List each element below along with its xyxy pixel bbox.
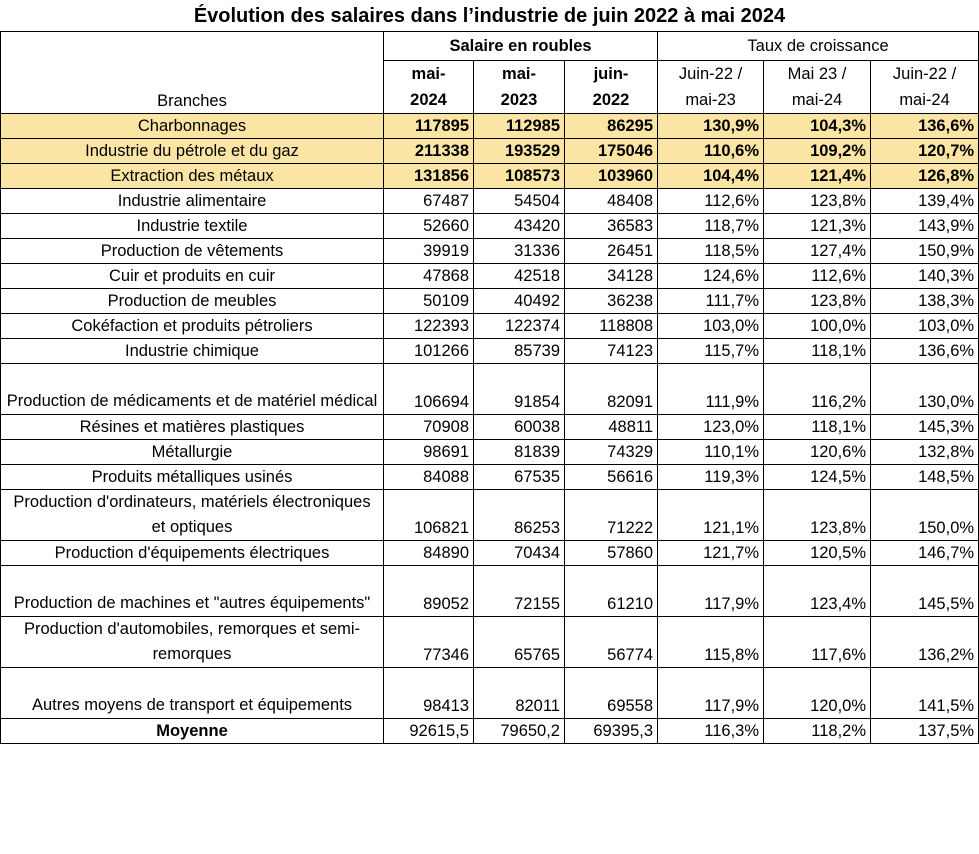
row-branch: Produits métalliques usinés bbox=[1, 465, 384, 490]
row-branch: Industrie du pétrole et du gaz bbox=[1, 139, 384, 164]
table-row bbox=[1, 239, 979, 264]
row-growth-1: 103,0% bbox=[658, 314, 764, 339]
row-may-2023: 81839 bbox=[474, 440, 565, 465]
row-growth-3: 140,3% bbox=[871, 264, 979, 289]
row-growth-2: 120,0% bbox=[764, 668, 871, 719]
average-growth-1: 116,3% bbox=[658, 719, 764, 744]
row-growth-2: 109,2% bbox=[764, 139, 871, 164]
row-may-2024: 52660 bbox=[384, 214, 474, 239]
row-growth-2: 116,2% bbox=[764, 364, 871, 415]
row-growth-1: 111,7% bbox=[658, 289, 764, 314]
row-growth-3: 120,7% bbox=[871, 139, 979, 164]
header-growth-1-bottom: mai-23 bbox=[685, 91, 736, 109]
table-row bbox=[1, 541, 979, 566]
average-growth-3: 137,5% bbox=[871, 719, 979, 744]
row-june-2022: 61210 bbox=[565, 566, 658, 617]
table-title: Évolution des salaires dans l’industrie de juin 2022 à mai 2024 bbox=[193, 5, 786, 27]
average-june-2022: 69395,3 bbox=[565, 719, 658, 744]
table-row bbox=[1, 668, 979, 719]
row-branch: Production d'équipements électriques bbox=[1, 541, 384, 566]
row-branch: Extraction des métaux bbox=[1, 164, 384, 189]
row-may-2024: 101266 bbox=[384, 339, 474, 364]
row-growth-3: 136,2% bbox=[871, 617, 979, 668]
average-label: Moyenne bbox=[1, 719, 384, 744]
row-growth-3: 139,4% bbox=[871, 189, 979, 214]
row-growth-1: 117,9% bbox=[658, 566, 764, 617]
row-may-2023: 54504 bbox=[474, 189, 565, 214]
header-june-2022-top: juin- bbox=[593, 65, 629, 83]
row-branch: Cokéfaction et produits pétroliers bbox=[1, 314, 384, 339]
row-may-2023: 122374 bbox=[474, 314, 565, 339]
row-growth-3: 150,0% bbox=[871, 490, 979, 541]
row-growth-3: 138,3% bbox=[871, 289, 979, 314]
row-growth-1: 115,7% bbox=[658, 339, 764, 364]
row-growth-2: 123,4% bbox=[764, 566, 871, 617]
row-growth-2: 118,1% bbox=[764, 339, 871, 364]
row-may-2023: 85739 bbox=[474, 339, 565, 364]
row-may-2023: 193529 bbox=[474, 139, 565, 164]
row-june-2022: 69558 bbox=[565, 668, 658, 719]
salary-table bbox=[0, 31, 979, 744]
table-row bbox=[1, 415, 979, 440]
row-branch: Production d'ordinateurs, matériels électroniques et optiques bbox=[1, 490, 384, 541]
row-growth-3: 148,5% bbox=[871, 465, 979, 490]
row-may-2024: 77346 bbox=[384, 617, 474, 668]
row-growth-3: 103,0% bbox=[871, 314, 979, 339]
row-june-2022: 71222 bbox=[565, 490, 658, 541]
row-may-2024: 98691 bbox=[384, 440, 474, 465]
header-may-2024-top: mai- bbox=[411, 65, 446, 83]
row-may-2024: 47868 bbox=[384, 264, 474, 289]
header-growth-2-top: Mai 23 / bbox=[787, 65, 847, 83]
row-branch: Production de meubles bbox=[1, 289, 384, 314]
row-growth-3: 145,3% bbox=[871, 415, 979, 440]
row-june-2022: 57860 bbox=[565, 541, 658, 566]
row-may-2024: 89052 bbox=[384, 566, 474, 617]
row-may-2023: 65765 bbox=[474, 617, 565, 668]
row-growth-3: 143,9% bbox=[871, 214, 979, 239]
row-growth-1: 117,9% bbox=[658, 668, 764, 719]
row-growth-2: 117,6% bbox=[764, 617, 871, 668]
row-growth-3: 146,7% bbox=[871, 541, 979, 566]
header-empty bbox=[1, 32, 384, 61]
row-growth-3: 126,8% bbox=[871, 164, 979, 189]
row-growth-2: 121,4% bbox=[764, 164, 871, 189]
header-growth-1 bbox=[658, 61, 764, 114]
row-june-2022: 103960 bbox=[565, 164, 658, 189]
row-growth-2: 123,8% bbox=[764, 189, 871, 214]
row-may-2024: 131856 bbox=[384, 164, 474, 189]
row-growth-2: 124,5% bbox=[764, 465, 871, 490]
header-group-row bbox=[1, 32, 979, 61]
row-branch: Industrie alimentaire bbox=[1, 189, 384, 214]
table-row bbox=[1, 139, 979, 164]
header-columns-row bbox=[1, 61, 979, 114]
table-body bbox=[1, 114, 979, 744]
row-june-2022: 82091 bbox=[565, 364, 658, 415]
header-growth-3 bbox=[871, 61, 979, 114]
row-may-2023: 40492 bbox=[474, 289, 565, 314]
row-may-2023: 60038 bbox=[474, 415, 565, 440]
row-branch: Autres moyens de transport et équipements bbox=[1, 668, 384, 719]
row-may-2023: 67535 bbox=[474, 465, 565, 490]
row-june-2022: 118808 bbox=[565, 314, 658, 339]
row-branch: Production de médicaments et de matériel médical bbox=[1, 364, 384, 415]
row-june-2022: 34128 bbox=[565, 264, 658, 289]
row-may-2023: 42518 bbox=[474, 264, 565, 289]
row-branch: Métallurgie bbox=[1, 440, 384, 465]
row-growth-1: 112,6% bbox=[658, 189, 764, 214]
row-growth-1: 119,3% bbox=[658, 465, 764, 490]
row-growth-2: 100,0% bbox=[764, 314, 871, 339]
row-may-2024: 211338 bbox=[384, 139, 474, 164]
table-row bbox=[1, 164, 979, 189]
row-growth-2: 104,3% bbox=[764, 114, 871, 139]
row-may-2023: 82011 bbox=[474, 668, 565, 719]
row-growth-1: 121,1% bbox=[658, 490, 764, 541]
table-row bbox=[1, 465, 979, 490]
row-june-2022: 56616 bbox=[565, 465, 658, 490]
header-branches-label: Branches bbox=[157, 92, 227, 110]
row-may-2023: 86253 bbox=[474, 490, 565, 541]
row-growth-1: 123,0% bbox=[658, 415, 764, 440]
header-growth-3-bottom: mai-24 bbox=[899, 91, 950, 109]
header-may-2024-bottom: 2024 bbox=[410, 91, 447, 109]
table-row bbox=[1, 314, 979, 339]
average-row bbox=[1, 719, 979, 744]
row-may-2024: 70908 bbox=[384, 415, 474, 440]
row-growth-3: 136,6% bbox=[871, 339, 979, 364]
row-june-2022: 36583 bbox=[565, 214, 658, 239]
row-june-2022: 86295 bbox=[565, 114, 658, 139]
average-growth-2: 118,2% bbox=[764, 719, 871, 744]
row-growth-1: 115,8% bbox=[658, 617, 764, 668]
row-branch: Production d'automobiles, remorques et semi-remorques bbox=[1, 617, 384, 668]
header-may-2024 bbox=[384, 61, 474, 114]
row-may-2024: 84088 bbox=[384, 465, 474, 490]
row-growth-1: 118,5% bbox=[658, 239, 764, 264]
row-may-2024: 98413 bbox=[384, 668, 474, 719]
row-may-2024: 50109 bbox=[384, 289, 474, 314]
table-row bbox=[1, 440, 979, 465]
table-row bbox=[1, 264, 979, 289]
row-may-2024: 106821 bbox=[384, 490, 474, 541]
header-june-2022-bottom: 2022 bbox=[592, 91, 630, 109]
average-may-2024: 92615,5 bbox=[384, 719, 474, 744]
header-salary-group: Salaire en roubles bbox=[384, 32, 658, 61]
row-branch: Charbonnages bbox=[1, 114, 384, 139]
table-row bbox=[1, 566, 979, 617]
row-may-2023: 72155 bbox=[474, 566, 565, 617]
row-growth-1: 110,1% bbox=[658, 440, 764, 465]
header-may-2023-top: mai- bbox=[502, 65, 536, 83]
header-growth-3-top: Juin-22 / bbox=[892, 65, 957, 83]
table-row bbox=[1, 490, 979, 541]
row-growth-3: 145,5% bbox=[871, 566, 979, 617]
row-growth-3: 150,9% bbox=[871, 239, 979, 264]
row-may-2023: 112985 bbox=[474, 114, 565, 139]
header-growth-2 bbox=[764, 61, 871, 114]
row-may-2024: 39919 bbox=[384, 239, 474, 264]
row-growth-1: 130,9% bbox=[658, 114, 764, 139]
row-growth-2: 120,6% bbox=[764, 440, 871, 465]
row-may-2023: 108573 bbox=[474, 164, 565, 189]
row-may-2024: 117895 bbox=[384, 114, 474, 139]
row-growth-2: 112,6% bbox=[764, 264, 871, 289]
row-growth-2: 118,1% bbox=[764, 415, 871, 440]
row-branch: Production de vêtements bbox=[1, 239, 384, 264]
table-row bbox=[1, 114, 979, 139]
row-growth-3: 130,0% bbox=[871, 364, 979, 415]
row-growth-2: 123,8% bbox=[764, 289, 871, 314]
row-may-2023: 43420 bbox=[474, 214, 565, 239]
row-branch: Résines et matières plastiques bbox=[1, 415, 384, 440]
row-growth-1: 118,7% bbox=[658, 214, 764, 239]
header-growth-1-top: Juin-22 / bbox=[678, 65, 743, 83]
row-may-2024: 67487 bbox=[384, 189, 474, 214]
row-may-2023: 70434 bbox=[474, 541, 565, 566]
table-row bbox=[1, 364, 979, 415]
row-branch: Production de machines et "autres équipements" bbox=[1, 566, 384, 617]
row-growth-2: 121,3% bbox=[764, 214, 871, 239]
row-may-2023: 31336 bbox=[474, 239, 565, 264]
row-growth-2: 120,5% bbox=[764, 541, 871, 566]
row-may-2024: 84890 bbox=[384, 541, 474, 566]
header-growth-group: Taux de croissance bbox=[658, 32, 979, 61]
row-june-2022: 175046 bbox=[565, 139, 658, 164]
row-growth-1: 104,4% bbox=[658, 164, 764, 189]
row-growth-1: 111,9% bbox=[658, 364, 764, 415]
row-growth-1: 121,7% bbox=[658, 541, 764, 566]
row-branch: Industrie textile bbox=[1, 214, 384, 239]
header-may-2023-bottom: 2023 bbox=[500, 91, 538, 109]
header-june-2022 bbox=[565, 61, 658, 114]
header-may-2023 bbox=[474, 61, 565, 114]
row-branch: Industrie chimique bbox=[1, 339, 384, 364]
row-growth-2: 123,8% bbox=[764, 490, 871, 541]
row-may-2023: 91854 bbox=[474, 364, 565, 415]
table-row bbox=[1, 214, 979, 239]
row-june-2022: 26451 bbox=[565, 239, 658, 264]
row-june-2022: 48811 bbox=[565, 415, 658, 440]
row-growth-3: 141,5% bbox=[871, 668, 979, 719]
table-row bbox=[1, 189, 979, 214]
table-row bbox=[1, 339, 979, 364]
row-growth-1: 124,6% bbox=[658, 264, 764, 289]
header-growth-2-bottom: mai-24 bbox=[791, 91, 843, 109]
row-may-2024: 122393 bbox=[384, 314, 474, 339]
row-growth-1: 110,6% bbox=[658, 139, 764, 164]
row-june-2022: 74329 bbox=[565, 440, 658, 465]
table-row bbox=[1, 289, 979, 314]
row-growth-3: 136,6% bbox=[871, 114, 979, 139]
row-june-2022: 36238 bbox=[565, 289, 658, 314]
row-june-2022: 48408 bbox=[565, 189, 658, 214]
table-row bbox=[1, 617, 979, 668]
row-june-2022: 74123 bbox=[565, 339, 658, 364]
row-branch: Cuir et produits en cuir bbox=[1, 264, 384, 289]
average-may-2023: 79650,2 bbox=[474, 719, 565, 744]
row-june-2022: 56774 bbox=[565, 617, 658, 668]
header-branches bbox=[1, 61, 384, 114]
row-may-2024: 106694 bbox=[384, 364, 474, 415]
row-growth-3: 132,8% bbox=[871, 440, 979, 465]
row-growth-2: 127,4% bbox=[764, 239, 871, 264]
